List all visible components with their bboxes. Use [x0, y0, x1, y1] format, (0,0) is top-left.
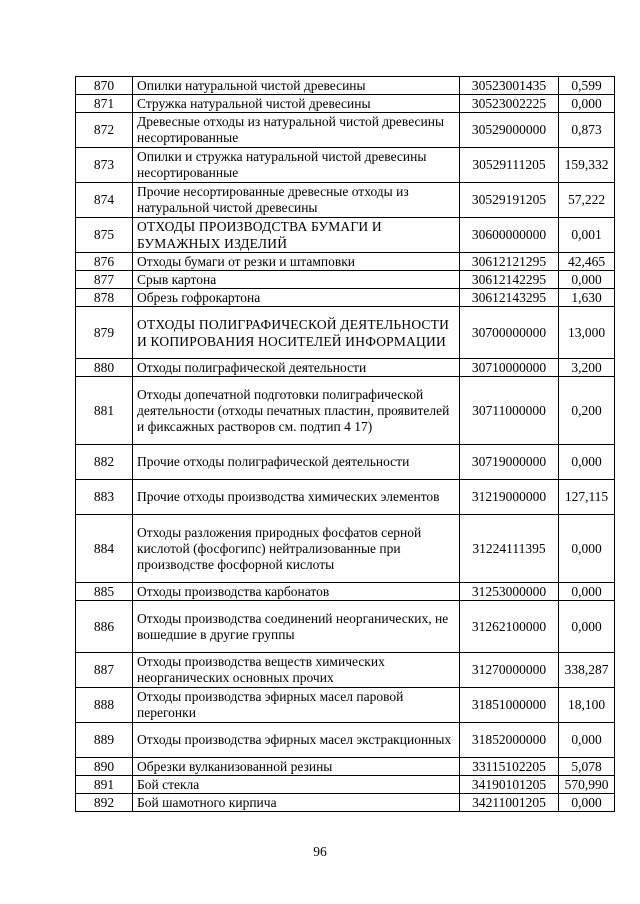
- row-number: 892: [76, 794, 133, 812]
- waste-code: 30710000000: [460, 359, 559, 377]
- waste-code: 31219000000: [460, 480, 559, 515]
- waste-name: Обрезки вулканизованной резины: [133, 758, 460, 776]
- table-row: [76, 359, 615, 377]
- row-number: 870: [76, 77, 133, 95]
- table-row: [76, 601, 615, 653]
- waste-table: [75, 76, 615, 812]
- waste-code: 30529191205: [460, 183, 559, 218]
- waste-code: 30523001435: [460, 77, 559, 95]
- waste-code: 34211001205: [460, 794, 559, 812]
- waste-name: Отходы допечатной подготовки полиграфической деятельности (отходы печатных пластин, проявителей и фиксажных растворов см. подтип 4 17): [133, 377, 460, 445]
- waste-amount: 0,200: [559, 377, 615, 445]
- waste-name: Обрезь гофрокартона: [133, 289, 460, 307]
- waste-code: 31270000000: [460, 653, 559, 688]
- waste-name: Прочие отходы полиграфической деятельности: [133, 445, 460, 480]
- table-row: [76, 583, 615, 601]
- waste-amount: 0,873: [559, 113, 615, 148]
- table-row: [76, 77, 615, 95]
- waste-amount: 0,000: [559, 515, 615, 583]
- waste-amount: 127,115: [559, 480, 615, 515]
- waste-code: 31851000000: [460, 688, 559, 723]
- table-row: [76, 776, 615, 794]
- row-number: 879: [76, 307, 133, 359]
- row-number: 877: [76, 271, 133, 289]
- table-row: [76, 271, 615, 289]
- waste-amount: 0,001: [559, 218, 615, 253]
- waste-name: Отходы полиграфической деятельности: [133, 359, 460, 377]
- waste-code: 30529000000: [460, 113, 559, 148]
- waste-name: Отходы производства эфирных масел паровой перегонки: [133, 688, 460, 723]
- waste-code: 31253000000: [460, 583, 559, 601]
- row-number: 875: [76, 218, 133, 253]
- table-row: [76, 289, 615, 307]
- row-number: 890: [76, 758, 133, 776]
- row-number: 889: [76, 723, 133, 758]
- waste-code: 30719000000: [460, 445, 559, 480]
- table-row: [76, 307, 615, 359]
- waste-code: 33115102205: [460, 758, 559, 776]
- table-row: [76, 688, 615, 723]
- waste-name: Отходы бумаги от резки и штамповки: [133, 253, 460, 271]
- row-number: 871: [76, 95, 133, 113]
- table-row: [76, 95, 615, 113]
- row-number: 881: [76, 377, 133, 445]
- waste-name: Древесные отходы из натуральной чистой древесины несортированные: [133, 113, 460, 148]
- table-row: [76, 723, 615, 758]
- waste-amount: 1,630: [559, 289, 615, 307]
- waste-amount: 0,000: [559, 95, 615, 113]
- row-number: 884: [76, 515, 133, 583]
- table-row: [76, 113, 615, 148]
- table-row: [76, 148, 615, 183]
- waste-table-body: [76, 77, 615, 812]
- table-row: [76, 515, 615, 583]
- page-number: 96: [313, 844, 327, 859]
- waste-amount: 18,100: [559, 688, 615, 723]
- table-row: [76, 218, 615, 253]
- waste-name: Прочие несортированные древесные отходы из натуральной чистой древесины: [133, 183, 460, 218]
- waste-name: ОТХОДЫ ПОЛИГРАФИЧЕСКОЙ ДЕЯТЕЛЬНОСТИ И КОПИРОВАНИЯ НОСИТЕЛЕЙ ИНФОРМАЦИИ: [133, 307, 460, 359]
- waste-amount: 0,000: [559, 583, 615, 601]
- table-row: [76, 377, 615, 445]
- waste-amount: 5,078: [559, 758, 615, 776]
- waste-name: Опилки и стружка натуральной чистой древесины несортированные: [133, 148, 460, 183]
- row-number: 872: [76, 113, 133, 148]
- row-number: 882: [76, 445, 133, 480]
- row-number: 876: [76, 253, 133, 271]
- waste-name: Отходы производства соединений неорганических, не вошедшие в другие группы: [133, 601, 460, 653]
- waste-amount: 42,465: [559, 253, 615, 271]
- row-number: 886: [76, 601, 133, 653]
- waste-name: Отходы производства веществ химических неорганических основных прочих: [133, 653, 460, 688]
- waste-name: Отходы разложения природных фосфатов серной кислотой (фосфогипс) нейтрализованные при производстве фосфорной кислоты: [133, 515, 460, 583]
- waste-amount: 0,000: [559, 445, 615, 480]
- table-row: [76, 253, 615, 271]
- waste-name: Стружка натуральной чистой древесины: [133, 95, 460, 113]
- waste-amount: 0,000: [559, 794, 615, 812]
- waste-code: 34190101205: [460, 776, 559, 794]
- waste-code: 30700000000: [460, 307, 559, 359]
- waste-amount: 338,287: [559, 653, 615, 688]
- table-row: [76, 758, 615, 776]
- waste-code: 30600000000: [460, 218, 559, 253]
- waste-name: Прочие отходы производства химических элементов: [133, 480, 460, 515]
- waste-amount: 13,000: [559, 307, 615, 359]
- waste-amount: 3,200: [559, 359, 615, 377]
- waste-amount: 0,599: [559, 77, 615, 95]
- row-number: 887: [76, 653, 133, 688]
- row-number: 888: [76, 688, 133, 723]
- table-row: [76, 794, 615, 812]
- waste-name: ОТХОДЫ ПРОИЗВОДСТВА БУМАГИ И БУМАЖНЫХ ИЗДЕЛИЙ: [133, 218, 460, 253]
- waste-name: Опилки натуральной чистой древесины: [133, 77, 460, 95]
- row-number: 880: [76, 359, 133, 377]
- waste-code: 31224111395: [460, 515, 559, 583]
- waste-amount: 570,990: [559, 776, 615, 794]
- row-number: 883: [76, 480, 133, 515]
- row-number: 891: [76, 776, 133, 794]
- waste-amount: 0,000: [559, 601, 615, 653]
- table-row: [76, 183, 615, 218]
- row-number: 874: [76, 183, 133, 218]
- waste-name: Срыв картона: [133, 271, 460, 289]
- table-row: [76, 480, 615, 515]
- row-number: 873: [76, 148, 133, 183]
- waste-code: 30612143295: [460, 289, 559, 307]
- waste-amount: 159,332: [559, 148, 615, 183]
- waste-amount: 0,000: [559, 723, 615, 758]
- table-row: [76, 653, 615, 688]
- waste-name: Бой стекла: [133, 776, 460, 794]
- waste-code: 30523002225: [460, 95, 559, 113]
- waste-code: 30612121295: [460, 253, 559, 271]
- waste-name: Отходы производства эфирных масел экстракционных: [133, 723, 460, 758]
- waste-code: 31262100000: [460, 601, 559, 653]
- waste-name: Отходы производства карбонатов: [133, 583, 460, 601]
- table-row: [76, 445, 615, 480]
- waste-amount: 57,222: [559, 183, 615, 218]
- waste-code: 30612142295: [460, 271, 559, 289]
- waste-amount: 0,000: [559, 271, 615, 289]
- row-number: 885: [76, 583, 133, 601]
- row-number: 878: [76, 289, 133, 307]
- waste-code: 30711000000: [460, 377, 559, 445]
- waste-name: Бой шамотного кирпича: [133, 794, 460, 812]
- waste-code: 30529111205: [460, 148, 559, 183]
- waste-code: 31852000000: [460, 723, 559, 758]
